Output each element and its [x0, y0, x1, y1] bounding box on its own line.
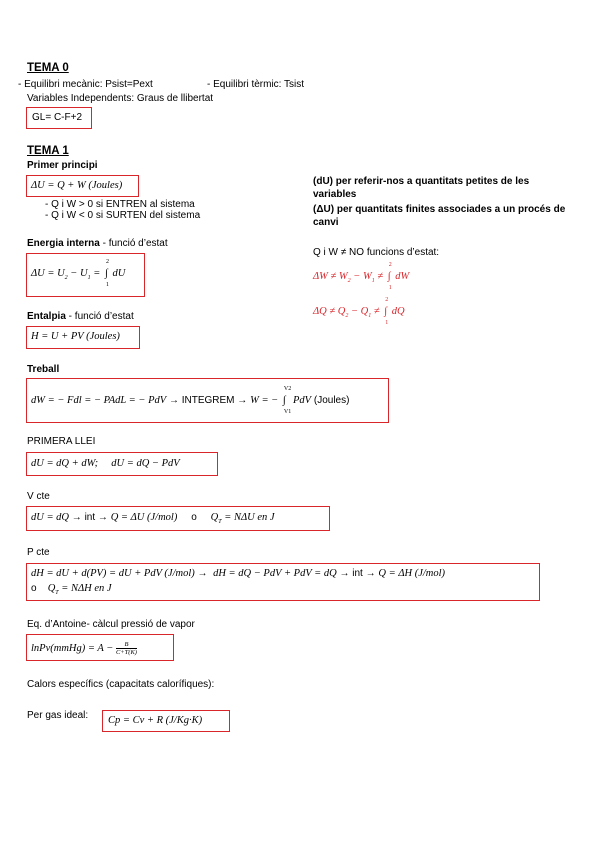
- treball-formula: dW = − Fdl = − PAdL = − PdV → INTEGREM → W = − ∫ V2 V1 PdV (Joules): [31, 386, 350, 415]
- antoine-formula: lnPv(mmHg) = A − $\frac{B}{C+T(K)}$: [31, 641, 137, 656]
- equilibri-mecanic: - Equilibri mecànic: Psist=Pext: [18, 79, 153, 90]
- delta-w-formula: $\Delta W \ne W_2 - W_1$ ≠ ∫ 2 1 dW: [313, 262, 410, 291]
- variables-independents: Variables Independents: Graus de llibertat: [27, 93, 214, 104]
- entalpia-formula: H = U + PV (Joules): [31, 331, 120, 342]
- vcte-formula: dU = dQ → int → Q = ΔU (J/mol) o $Q_T = N\Delta U$ en J: [31, 512, 275, 526]
- pcte-heading: P cte: [27, 547, 50, 558]
- tema1-title: TEMA 1: [27, 145, 69, 157]
- per-gas-ideal-label: Per gas ideal:: [27, 710, 89, 721]
- pcte-formula-line1: dH = dU + d(PV) = dU + PdV (J/mol) → dH = dQ − PdV + PdV = dQ → int → Q = ΔH (J/mol): [31, 568, 446, 579]
- energia-interna-label: Energia interna: [27, 238, 100, 249]
- primera-llei-formula: dU = dQ + dW; dU = dQ − PdV: [31, 458, 180, 469]
- pcte-formula-line2: o $Q_T = N\Delta H$ en J: [31, 583, 112, 597]
- calors-heading: Calors específics (capacitats calorífiques):: [27, 679, 215, 690]
- du-formula: ΔU = Q + W (Joules): [31, 180, 123, 191]
- cp-formula: Cp = Cv + R (J/Kg·K): [108, 715, 203, 726]
- gl-formula: GL= C-F+2: [32, 112, 83, 123]
- bullet-entren: - Q i W > 0 si ENTREN al sistema: [45, 199, 195, 210]
- note-deltaU: (ΔU) per quantitats finites associades a un procés de canvi: [313, 204, 566, 228]
- energia-interna-rest: - funció d’estat: [99, 238, 168, 249]
- treball-integrem: → INTEGREM →: [168, 395, 248, 406]
- entalpia-heading: [27, 311, 134, 322]
- entalpia-rest: - funció d’estat: [65, 311, 134, 322]
- energia-interna-heading: [27, 238, 168, 249]
- primer-principi-heading: Primer principi: [27, 160, 98, 171]
- sign-convention-list: [45, 199, 200, 221]
- tema0-title: TEMA 0: [27, 62, 69, 74]
- equilibri-termic: - Equilibri tèrmic: Tsist: [207, 79, 305, 90]
- note-dU: (dU) per referir-nos a quantitats petites de les variables: [313, 176, 530, 200]
- bullet-surten: - Q i W < 0 si SURTEN del sistema: [45, 210, 201, 221]
- no-funcions-estat: Q i W ≠ NO funcions d’estat:: [313, 247, 440, 258]
- entalpia-label: Entalpia: [27, 311, 66, 322]
- primera-llei-heading: PRIMERA LLEI: [27, 436, 96, 447]
- vcte-heading: V cte: [27, 491, 50, 502]
- energia-formula: $\Delta U = U_2 - U_1$ = ∫ 2 1 dU: [31, 259, 126, 288]
- treball-heading: Treball: [27, 364, 60, 375]
- delta-q-formula: $\Delta Q \ne Q_2 - Q_1$ ≠ ∫ 2 1 dQ: [313, 297, 405, 326]
- treball-units: (Joules): [313, 395, 350, 406]
- antoine-label: Eq. d’Antoine- càlcul pressió de vapor: [27, 619, 195, 630]
